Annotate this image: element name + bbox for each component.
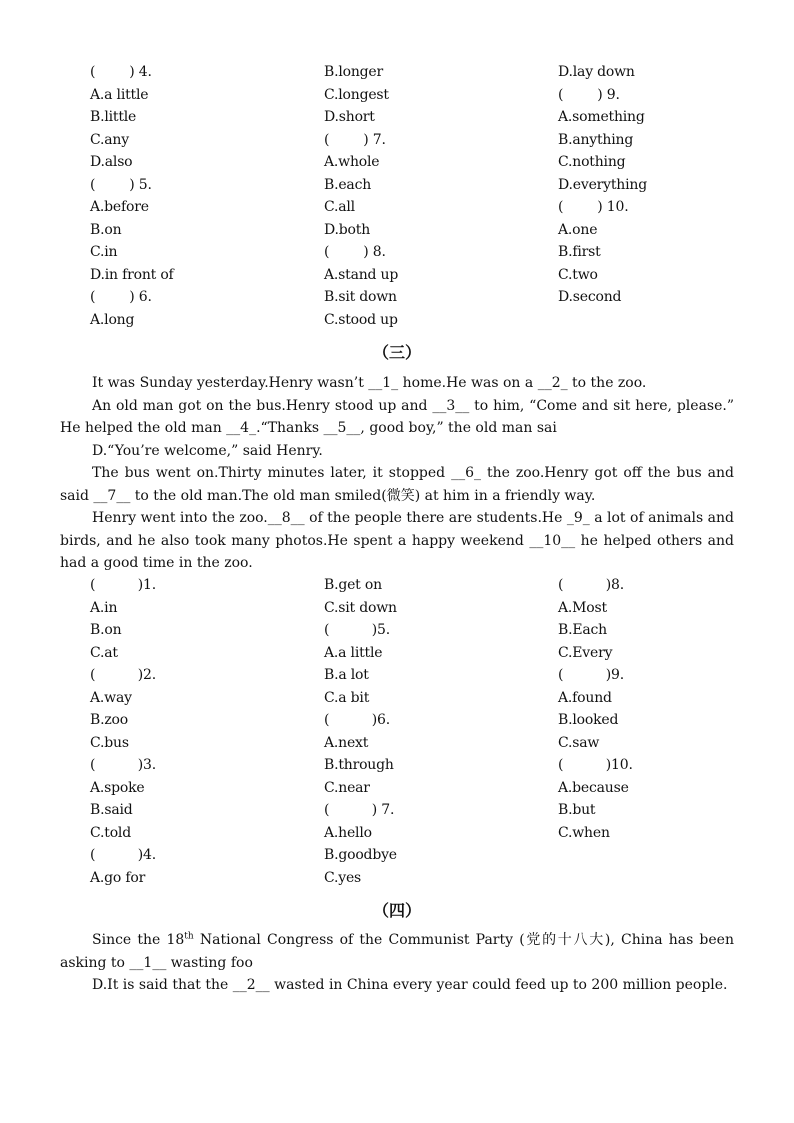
- option-line: C.nothing: [558, 154, 626, 170]
- option-line: C.saw: [558, 734, 600, 751]
- option-line: B.each: [324, 176, 372, 193]
- option-line: A.whole: [324, 154, 380, 170]
- option-line: B.on: [90, 622, 122, 638]
- option-line: B.on: [90, 221, 122, 238]
- option-line: A.next: [324, 734, 369, 751]
- option-line: ( ) 9.: [558, 86, 620, 103]
- option-line: B.said: [90, 802, 133, 818]
- section-4-title: （四）: [372, 901, 421, 920]
- option-line: A.a little: [90, 86, 149, 103]
- option-line: A.in: [90, 599, 118, 616]
- passage-text: National Congress of the Communist Party (党的十八大), China has been asking to __1__ wasting foo: [60, 932, 734, 971]
- option-line: ( )5.: [324, 622, 390, 638]
- options-column-3: [558, 574, 730, 889]
- passage-paragraph: Henry went into the zoo.__8__ of the people there are students.He _9_ a lot of animals and birds, and he also took many photos.He spent a happy weekend __10__ he helped others and had a good time in the zoo.: [60, 510, 734, 571]
- passage-text: Since the 18: [92, 932, 185, 948]
- option-line: B.anything: [558, 131, 634, 148]
- option-line: C.two: [558, 266, 598, 283]
- ordinal-suffix: th: [184, 931, 194, 942]
- option-line: A.before: [90, 199, 149, 215]
- option-line: C.longest: [324, 86, 389, 103]
- option-line: ( )3.: [90, 757, 156, 773]
- options-column-2: [324, 61, 558, 331]
- option-line: D.short: [324, 109, 375, 125]
- option-line: ( )8.: [558, 577, 624, 593]
- option-line: C.sit down: [324, 599, 397, 616]
- option-line: ( ) 4.: [90, 64, 152, 80]
- option-line: C.bus: [90, 734, 129, 751]
- option-line: B.little: [90, 109, 137, 125]
- passage-paragraph: D.It is said that the __2__ wasted in China every year could feed up to 200 million people.: [92, 977, 728, 993]
- option-line: A.spoke: [90, 779, 145, 796]
- option-line: ( ) 10.: [558, 199, 629, 215]
- section2-options: [90, 61, 730, 331]
- option-line: C.any: [90, 131, 129, 148]
- option-line: B.goodbye: [324, 847, 397, 863]
- option-line: A.found: [558, 689, 612, 706]
- option-line: A.something: [558, 109, 645, 125]
- option-line: D.everything: [558, 176, 647, 193]
- option-line: ( ) 6.: [90, 289, 152, 305]
- section-3-passage: [60, 372, 734, 575]
- option-line: ( )10.: [558, 757, 633, 773]
- section-4-passage: [60, 929, 734, 997]
- option-line: A.because: [558, 779, 629, 796]
- option-line: B.through: [324, 757, 394, 773]
- option-line: ( ) 7.: [324, 802, 395, 818]
- option-line: ( ) 7.: [324, 131, 386, 148]
- option-line: C.when: [558, 824, 610, 841]
- passage-paragraph: [60, 929, 734, 974]
- option-line: A.go for: [90, 869, 146, 886]
- option-line: B.sit down: [324, 289, 397, 305]
- option-line: B.Each: [558, 622, 607, 638]
- option-line: C.told: [90, 824, 131, 841]
- option-line: B.but: [558, 802, 596, 818]
- option-line: ( )4.: [90, 847, 156, 863]
- option-line: A.long: [90, 311, 135, 328]
- option-line: C.a bit: [324, 689, 370, 706]
- option-line: A.a little: [324, 644, 383, 661]
- option-line: D.both: [324, 221, 371, 238]
- option-line: B.looked: [558, 712, 619, 728]
- passage-paragraph: D.“You’re welcome,” said Henry.: [92, 442, 323, 459]
- option-line: D.second: [558, 289, 622, 305]
- option-line: B.zoo: [90, 712, 128, 728]
- option-line: ( ) 8.: [324, 244, 386, 260]
- option-line: D.in front of: [90, 266, 174, 283]
- section3-options: [90, 574, 730, 889]
- option-line: ( )2.: [90, 667, 156, 683]
- option-line: ( )9.: [558, 667, 624, 683]
- options-column-1: [90, 61, 324, 331]
- options-column-3: [558, 61, 730, 331]
- option-line: D.also: [90, 154, 133, 170]
- options-column-1: [90, 574, 324, 889]
- option-line: B.get on: [324, 577, 382, 593]
- option-line: C.at: [90, 644, 118, 661]
- option-line: C.stood up: [324, 311, 398, 328]
- section-3-title: （三）: [372, 343, 421, 362]
- option-line: C.Every: [558, 644, 613, 661]
- option-line: ( )1.: [90, 577, 156, 593]
- option-line: ( )6.: [324, 712, 390, 728]
- option-line: A.one: [558, 221, 598, 238]
- option-line: C.all: [324, 199, 355, 215]
- option-line: B.longer: [324, 64, 384, 80]
- option-line: ( ) 5.: [90, 176, 152, 193]
- option-line: C.near: [324, 779, 370, 796]
- option-line: C.in: [90, 244, 118, 260]
- passage-paragraph: An old man got on the bus.Henry stood up and __3__ to him, “Come and sit here, please.” He helped the old man __4_.“Thanks __5__, good boy,” the old man sai: [60, 397, 734, 436]
- option-line: B.a lot: [324, 667, 369, 683]
- passage-paragraph: It was Sunday yesterday.Henry wasn’t __1_ home.He was on a __2_ to the zoo.: [92, 375, 647, 391]
- option-line: B.first: [558, 244, 601, 260]
- option-line: D.lay down: [558, 64, 635, 80]
- option-line: A.Most: [558, 599, 607, 616]
- option-line: C.yes: [324, 869, 362, 886]
- option-line: A.way: [90, 689, 132, 706]
- options-column-2: [324, 574, 558, 889]
- option-line: A.hello: [324, 824, 372, 841]
- passage-paragraph: The bus went on.Thirty minutes later, it stopped __6_ the zoo.Henry got off the bus and said __7__ to the old man.The old man smiled(微笑) at him in a friendly way.: [60, 465, 734, 504]
- option-line: A.stand up: [324, 266, 399, 283]
